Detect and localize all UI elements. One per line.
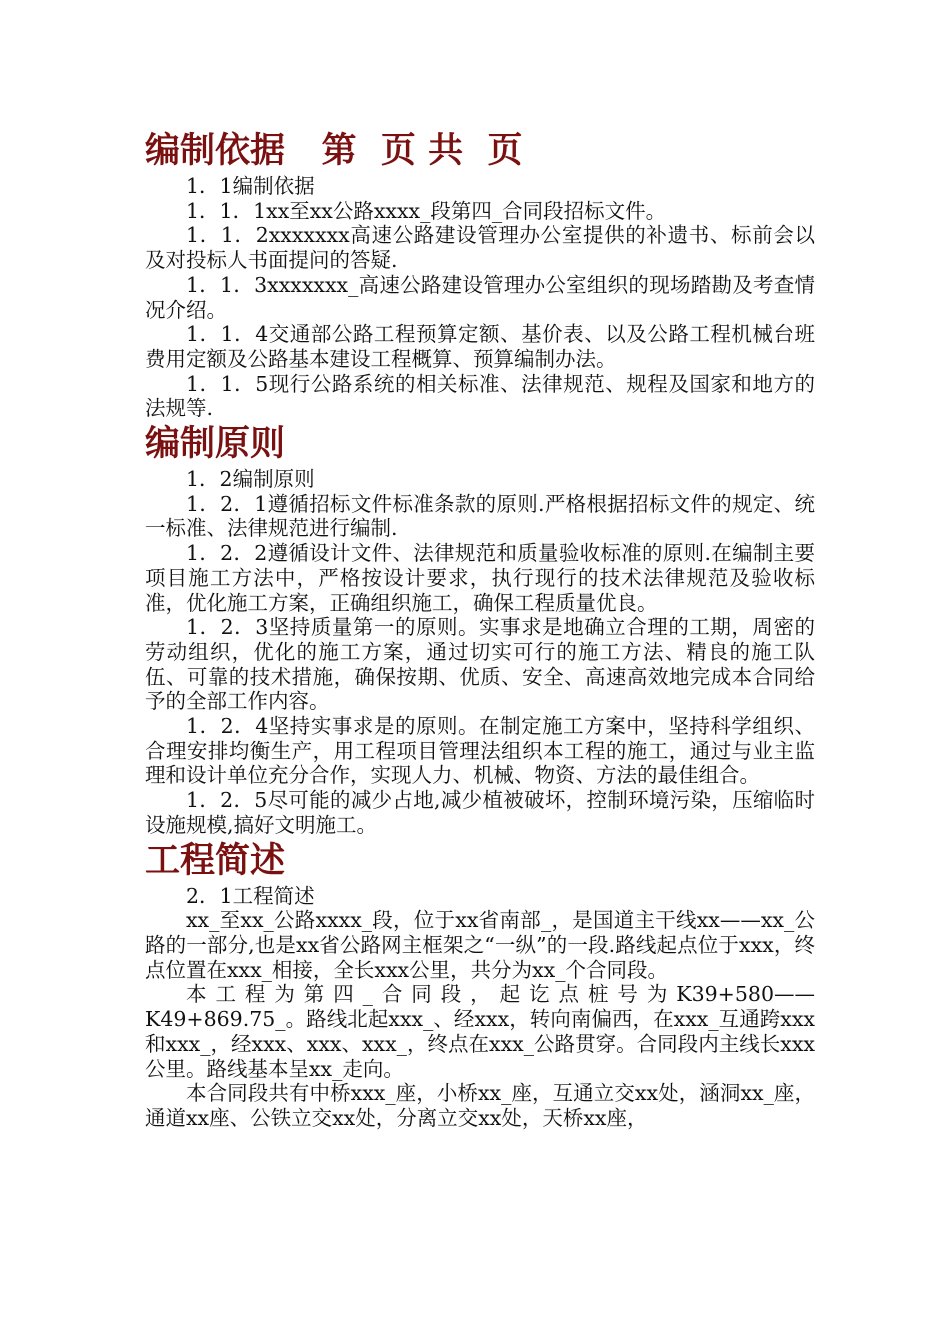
paragraph: 1．2．4坚持实事求是的原则。在制定施工方案中，坚持科学组织、合理安排均衡生产，用工程项目管理法组织本工程的施工，通过与业主监理和设计单位充分合作，实现人力、机械、物资、方法的最佳组合。 [145, 714, 815, 788]
paragraph: xx_至xx_公路xxxx_段，位于xx省南部_，是国道主干线xx——xx_公路的一部分,也是xx省公路网主框架之“一纵”的一段.路线起点位于xxx，终点位置在xxx_相接，全长xxx公里，共分为xx_个合同段。 [145, 908, 815, 982]
paragraph: 本合同段共有中桥xxx_座，小桥xx_座，互通立交xx处，涵洞xx_座，通道xx座、公铁立交xx处，分离立交xx处，天桥xx座， [145, 1081, 815, 1130]
paragraph: 1．1．3xxxxxxx_高速公路建设管理办公室组织的现场踏勘及考查情况介绍。 [145, 272, 815, 322]
paragraph: 1．1．5现行公路系统的相关标准、法律规范、规程及国家和地方的法规等. [145, 371, 815, 421]
paragraph: 1．2．1遵循招标文件标准条款的原则.严格根据招标文件的规定、统一标准、法律规范进行编制. [145, 491, 815, 541]
paragraph: 1．1．4交通部公路工程预算定额、基价表、以及公路工程机械台班费用定额及公路基本建设工程概算、预算编制办法。 [145, 322, 815, 371]
section-heading-principles: 编制原则 [145, 424, 286, 465]
document-body [145, 128, 815, 1131]
paragraph: 1．1编制依据 [186, 174, 315, 198]
paragraph: 1．2．2遵循设计文件、法律规范和质量验收标准的原则.在编制主要项目施工方法中，严格按设计要求，执行现行的技术法律规范及验收标准，优化施工方案，正确组织施工，确保工程质量优良。 [145, 541, 815, 615]
paragraph: 1．1．1xx至xx公路xxxx_段第四_合同段招标文件。 [186, 198, 667, 223]
paragraph: 1．2编制原则 [186, 467, 315, 492]
paragraph: 本工程为第四_合同段，起讫点桩号为K39+580——K49+869.75_。路线北起xxx_、经xxx，转向南偏西，在xxx_互通跨xxx和xxx_，经xxx、xxx、xxx_，终点在xxx_公路贯穿。合同段内主线长xxx公里。路线基本呈xx_走向。 [145, 982, 815, 1081]
paragraph: 1．2．5尽可能的减少占地,减少植被破坏，控制环境污染，压缩临时设施规模,搞好文明施工。 [145, 788, 815, 837]
paragraph: 2．1工程简述 [186, 883, 315, 908]
section-heading-basis: 编制依据 第 页 共 页 [145, 131, 523, 171]
section-heading-overview: 工程简述 [145, 840, 286, 881]
paragraph: 1．1．2xxxxxxx高速公路建设管理办公室提供的补遗书、标前会以及对投标人书面提问的答疑. [145, 223, 815, 273]
paragraph: 1．2．3坚持质量第一的原则。实事求是地确立合理的工期，周密的劳动组织，优化的施工方案，通过切实可行的施工方法、精良的施工队伍、可靠的技术措施，确保按期、优质、安全、高速高效地完成本合同给予的全部工作内容。 [145, 615, 815, 714]
